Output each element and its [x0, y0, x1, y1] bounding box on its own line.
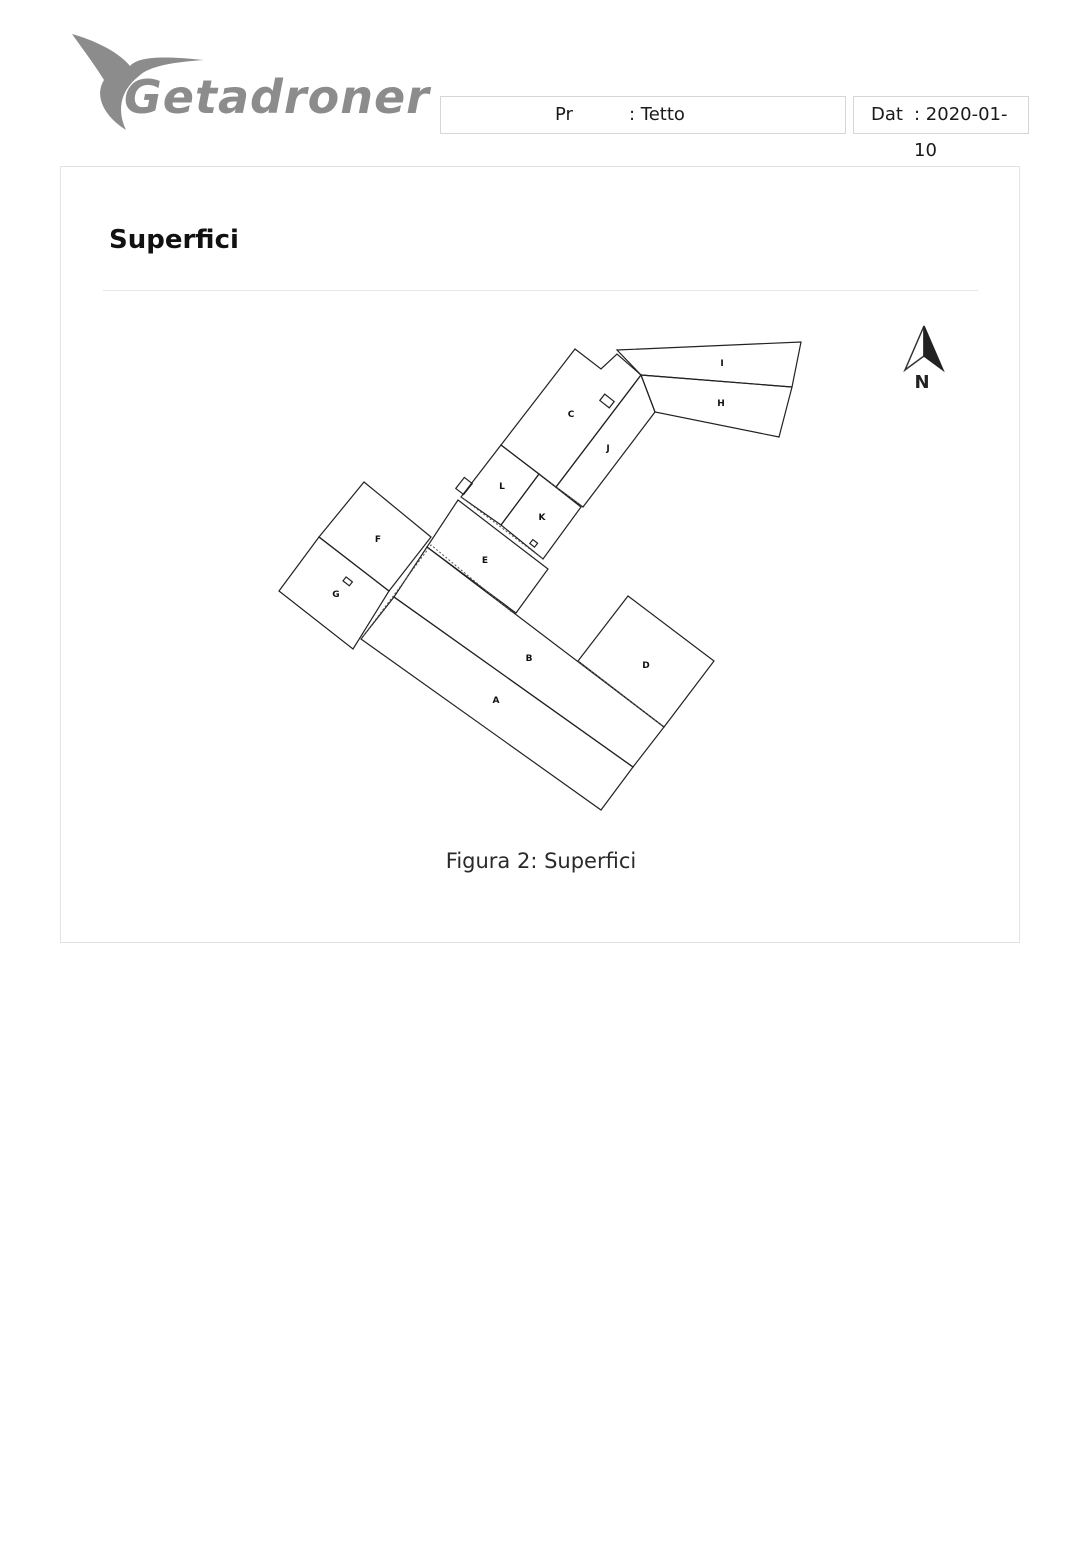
label-D: D — [642, 661, 650, 671]
project-field — [440, 96, 846, 134]
label-H: H — [717, 399, 725, 409]
label-B: B — [525, 654, 533, 664]
date-value: : 2020-01-10 — [914, 104, 1008, 161]
title-divider — [103, 290, 978, 291]
company-logo — [64, 26, 430, 136]
label-L: L — [499, 482, 505, 492]
label-A: A — [492, 696, 500, 706]
date-label: Dat — [871, 104, 903, 125]
label-G: G — [332, 590, 340, 600]
label-J: J — [606, 444, 610, 454]
label-C: C — [567, 410, 575, 420]
roof-plan-diagram — [261, 317, 821, 827]
label-F: F — [374, 535, 382, 545]
surfaces-card — [60, 166, 1020, 943]
section-title: Superfici — [109, 225, 239, 255]
date-field — [853, 96, 1029, 161]
north-label: N — [914, 372, 930, 392]
label-I: I — [720, 359, 724, 369]
label-E: E — [481, 556, 489, 566]
label-K: K — [538, 513, 546, 523]
north-arrow-icon — [899, 322, 949, 392]
figure-caption: Figura 2: Superfici — [445, 849, 637, 873]
project-value: : Tetto — [629, 104, 685, 125]
project-label: Pr — [555, 104, 573, 125]
logo-wordmark: Getadroner — [124, 70, 430, 124]
